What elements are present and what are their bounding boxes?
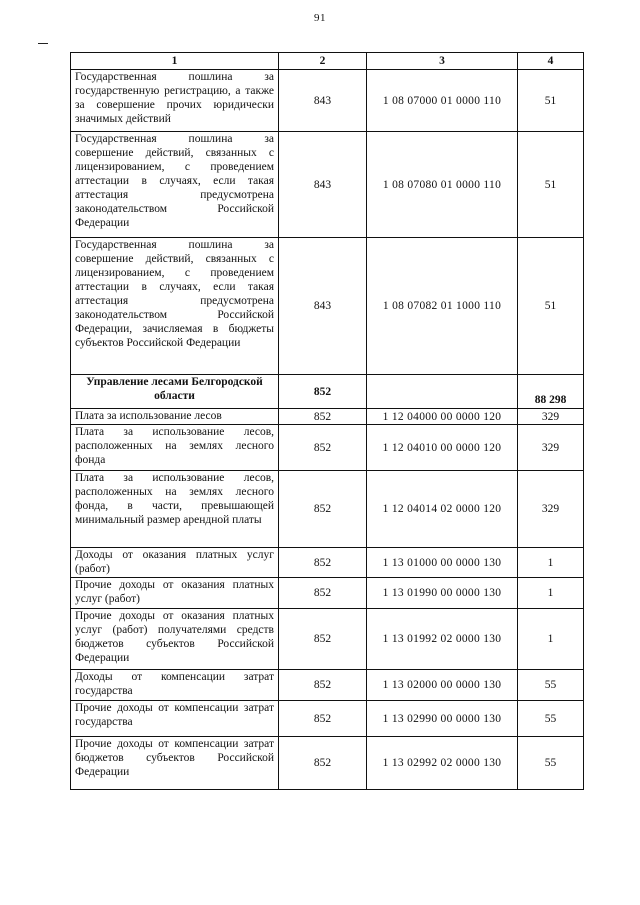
admin-code: 852 <box>279 425 367 471</box>
revenue-name: Прочие доходы от компенсации затрат государства <box>71 701 279 737</box>
table-row <box>71 701 584 737</box>
budget-classification-code: 1 13 01990 00 0000 130 <box>367 578 518 609</box>
budget-classification-code: 1 08 07080 01 0000 110 <box>367 132 518 238</box>
admin-code: 852 <box>279 548 367 578</box>
margin-mark <box>38 43 48 44</box>
admin-code: 852 <box>279 375 367 409</box>
table-header-row <box>71 53 584 70</box>
table-row <box>71 471 584 548</box>
budget-classification-code: 1 12 04014 02 0000 120 <box>367 471 518 548</box>
page-number: 91 <box>314 12 326 24</box>
revenue-name: Государственная пошлина за государственную регистрацию, а также за совершение прочих юридически значимых действий <box>71 70 279 132</box>
table-row <box>71 409 584 425</box>
amount: 329 <box>518 425 584 471</box>
table-row <box>71 578 584 609</box>
amount: 1 <box>518 609 584 670</box>
section-title: Управление лесами Белгородской области <box>71 375 279 409</box>
revenue-name: Плата за использование лесов, расположенных на землях лесного фонда, в части, превышающей минимальный размер арендной платы <box>71 471 279 548</box>
amount: 1 <box>518 548 584 578</box>
admin-code: 852 <box>279 409 367 425</box>
table-row <box>71 238 584 375</box>
revenue-name: Плата за использование лесов <box>71 409 279 425</box>
admin-code: 852 <box>279 471 367 548</box>
table-row <box>71 737 584 790</box>
admin-code: 852 <box>279 609 367 670</box>
table-row <box>71 609 584 670</box>
header-col-1: 1 <box>71 53 279 70</box>
budget-classification-code <box>367 375 518 409</box>
revenue-name: Прочие доходы от оказания платных услуг (работ) <box>71 578 279 609</box>
section-row <box>71 375 584 409</box>
table-row <box>71 670 584 701</box>
revenue-name: Плата за использование лесов, расположенных на землях лесного фонда <box>71 425 279 471</box>
budget-classification-code: 1 12 04010 00 0000 120 <box>367 425 518 471</box>
budget-classification-code: 1 13 01992 02 0000 130 <box>367 609 518 670</box>
amount: 329 <box>518 471 584 548</box>
header-col-3: 3 <box>367 53 518 70</box>
budget-classification-code: 1 13 02992 02 0000 130 <box>367 737 518 790</box>
amount: 55 <box>518 701 584 737</box>
amount: 1 <box>518 578 584 609</box>
table-row <box>71 425 584 471</box>
header-col-4: 4 <box>518 53 584 70</box>
amount: 51 <box>518 132 584 238</box>
budget-classification-code: 1 13 02000 00 0000 130 <box>367 670 518 701</box>
table-row <box>71 548 584 578</box>
budget-classification-code: 1 13 02990 00 0000 130 <box>367 701 518 737</box>
admin-code: 843 <box>279 238 367 375</box>
admin-code: 843 <box>279 70 367 132</box>
admin-code: 852 <box>279 670 367 701</box>
revenue-name: Прочие доходы от компенсации затрат бюджетов субъектов Российской Федерации <box>71 737 279 790</box>
revenue-name: Прочие доходы от оказания платных услуг (работ) получателями средств бюджетов субъектов Российской Федерации <box>71 609 279 670</box>
budget-classification-code: 1 08 07000 01 0000 110 <box>367 70 518 132</box>
admin-code: 852 <box>279 737 367 790</box>
admin-code: 843 <box>279 132 367 238</box>
revenue-name: Государственная пошлина за совершение действий, связанных с лицензированием, с проведением аттестации в случаях, если такая аттестация предусмотрена законодательством Российской Федерации, зачисляемая в бюджеты субъектов Российской Федерации <box>71 238 279 375</box>
revenue-name: Доходы от компенсации затрат государства <box>71 670 279 701</box>
revenue-table <box>70 52 584 790</box>
amount: 51 <box>518 238 584 375</box>
admin-code: 852 <box>279 701 367 737</box>
amount: 88 298 <box>518 375 584 409</box>
amount: 51 <box>518 70 584 132</box>
amount: 55 <box>518 737 584 790</box>
admin-code: 852 <box>279 578 367 609</box>
header-col-2: 2 <box>279 53 367 70</box>
budget-classification-code: 1 13 01000 00 0000 130 <box>367 548 518 578</box>
table-row <box>71 70 584 132</box>
amount: 329 <box>518 409 584 425</box>
amount: 55 <box>518 670 584 701</box>
budget-classification-code: 1 12 04000 00 0000 120 <box>367 409 518 425</box>
revenue-name: Государственная пошлина за совершение действий, связанных с лицензированием, с проведением аттестации в случаях, если такая аттестация предусмотрена законодательством Российской Федерации <box>71 132 279 238</box>
revenue-name: Доходы от оказания платных услуг (работ) <box>71 548 279 578</box>
budget-classification-code: 1 08 07082 01 1000 110 <box>367 238 518 375</box>
table-row <box>71 132 584 238</box>
